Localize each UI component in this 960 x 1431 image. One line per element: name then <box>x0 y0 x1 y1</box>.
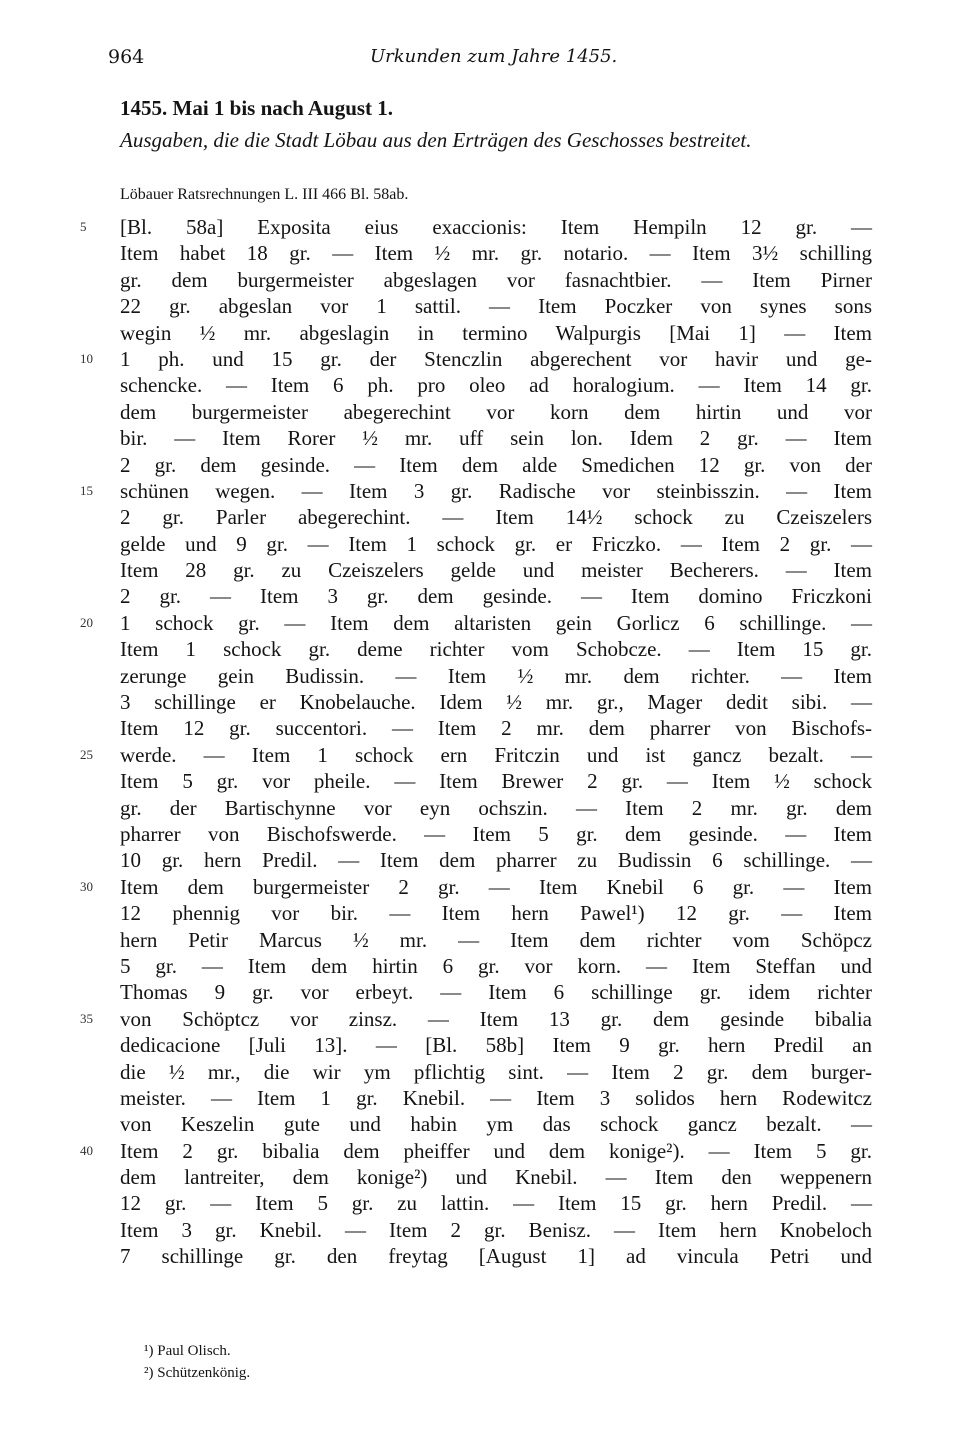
line-text: 10 gr. hern Predil. — Item dem pharrer zu Budissin 6 schillinge. — <box>120 848 872 873</box>
footnote-mark: ¹) <box>144 1343 154 1359</box>
line-text: 2 gr. — Item 3 gr. dem gesinde. — Item domino Friczkoni <box>120 584 872 609</box>
line-text: 7 schillinge gr. den freytag [August 1] ad vincula Petri und <box>120 1244 872 1269</box>
footnote-mark: ²) <box>144 1365 154 1381</box>
text-line <box>120 399 872 425</box>
line-text: 12 gr. — Item 5 gr. zu lattin. — Item 15 gr. hern Predil. — <box>120 1191 872 1216</box>
line-text: zerunge gein Budissin. — Item ½ mr. dem richter. — Item <box>120 663 872 688</box>
line-text: schünen wegen. — Item 3 gr. Radische vor steinbisszin. — Item <box>120 478 872 503</box>
text-line <box>120 504 872 530</box>
text-line <box>120 900 872 926</box>
line-text: schencke. — Item 6 ph. pro oleo ad horalogium. — Item 14 gr. <box>120 373 872 398</box>
line-text: 2 gr. Parler abegerechint. — Item 14½ schock zu Czeiszelers <box>120 505 872 530</box>
page-number: 964 <box>108 46 145 68</box>
line-text: Thomas 9 gr. vor erbeyt. — Item 6 schillinge gr. idem richter <box>120 980 872 1005</box>
text-line <box>120 1164 872 1190</box>
line-text: pharrer von Bischofswerde. — Item 5 gr. dem gesinde. — Item <box>120 821 872 846</box>
line-number: 25 <box>80 746 93 762</box>
line-text: Item 12 gr. succentori. — Item 2 mr. dem pharrer von Bischofs- <box>120 716 872 741</box>
line-text: dedicacione [Juli 13]. — [Bl. 58b] Item 9 gr. hern Predil an <box>120 1033 872 1058</box>
line-text: werde. — Item 1 schock ern Fritczin und ist gancz bezalt. — <box>120 742 872 767</box>
line-number: 30 <box>80 878 93 894</box>
line-number: 10 <box>80 350 93 366</box>
line-text: dem lantreiter, dem konige²) und Knebil. — Item den weppenern <box>120 1165 872 1190</box>
text-line <box>120 715 872 741</box>
text-line <box>120 240 872 266</box>
line-text: Item 2 gr. bibalia dem pheiffer und dem konige²). — Item 5 gr. <box>120 1138 872 1163</box>
entry-title: 1455. Mai 1 bis nach August 1. <box>120 96 394 120</box>
text-line <box>120 1032 872 1058</box>
text-line <box>120 372 872 398</box>
line-text: 1 schock gr. — Item dem altaristen gein Gorlicz 6 schillinge. — <box>120 610 872 635</box>
text-line <box>120 953 872 979</box>
text-line <box>120 557 872 583</box>
text-line <box>120 1190 872 1216</box>
text-line <box>120 979 872 1005</box>
line-number: 5 <box>80 219 87 234</box>
line-text: die ½ mr., die wir ym pflichtig sint. — Item 2 gr. dem burger- <box>120 1059 872 1084</box>
text-line <box>120 636 872 662</box>
text-line <box>120 847 872 873</box>
text-line <box>120 267 872 293</box>
text-line <box>120 821 872 847</box>
text-line <box>80 1006 872 1032</box>
source-reference: Löbauer Ratsrechnungen L. III 466 Bl. 58ab. <box>120 186 409 203</box>
text-line <box>120 1111 872 1137</box>
line-text: Item 3 gr. Knebil. — Item 2 gr. Benisz. — Item hern Knobeloch <box>120 1217 872 1242</box>
line-text: 1 ph. und 15 gr. der Stenczlin abgerechent vor havir und ge- <box>120 346 872 371</box>
text-line <box>120 583 872 609</box>
line-text: meister. — Item 1 gr. Knebil. — Item 3 solidos hern Rodewitcz <box>120 1085 872 1110</box>
line-number: 20 <box>80 614 93 630</box>
footnote <box>144 1340 250 1362</box>
line-text: 22 gr. abgeslan vor 1 sattil. — Item Poczker von synes sons <box>120 294 872 319</box>
text-line <box>80 214 872 240</box>
text-line <box>80 610 872 636</box>
line-number: 15 <box>80 482 93 498</box>
text-line <box>120 1059 872 1085</box>
line-text: Item dem burgermeister 2 gr. — Item Knebil 6 gr. — Item <box>120 874 872 899</box>
text-line <box>120 452 872 478</box>
line-text: gelde und 9 gr. — Item 1 schock gr. er Friczko. — Item 2 gr. — <box>120 531 872 556</box>
text-line <box>80 874 872 900</box>
text-line <box>120 1243 872 1269</box>
line-text: bir. — Item Rorer ½ mr. uff sein lon. Idem 2 gr. — Item <box>120 426 872 451</box>
document-body <box>80 214 872 1270</box>
line-text: 2 gr. dem gesinde. — Item dem alde Smedichen 12 gr. von der <box>120 452 872 477</box>
line-text: wegin ½ mr. abgeslagin in termino Walpurgis [Mai 1] — Item <box>120 320 872 345</box>
footnote-text: Schützenkönig. <box>157 1365 251 1381</box>
line-text: 12 phennig vor bir. — Item hern Pawel¹) 12 gr. — Item <box>120 901 872 926</box>
line-text: 5 gr. — Item dem hirtin 6 gr. vor korn. — Item Steffan und <box>120 953 872 978</box>
line-text: hern Petir Marcus ½ mr. — Item dem richter vom Schöpcz <box>120 927 872 952</box>
line-text: Item 5 gr. vor pheile. — Item Brewer 2 gr. — Item ½ schock <box>120 769 872 794</box>
line-text: gr. dem burgermeister abgeslagen vor fasnachtbier. — Item Pirner <box>120 267 872 292</box>
text-line <box>120 927 872 953</box>
line-text: Item 1 schock gr. deme richter vom Schobcze. — Item 15 gr. <box>120 637 872 662</box>
line-number: 40 <box>80 1142 93 1158</box>
line-text: Item habet 18 gr. — Item ½ mr. gr. notario. — Item 3½ schilling <box>120 241 872 266</box>
line-text: gr. der Bartischynne vor eyn ochszin. — Item 2 mr. gr. dem <box>120 795 872 820</box>
text-line <box>120 293 872 319</box>
text-line <box>80 1138 872 1164</box>
text-line <box>80 346 872 372</box>
footnote <box>144 1362 250 1384</box>
text-line <box>120 795 872 821</box>
line-text: Item 28 gr. zu Czeiszelers gelde und meister Becherers. — Item <box>120 558 872 583</box>
footnotes <box>144 1340 250 1384</box>
text-line <box>120 320 872 346</box>
line-text: von Schöptcz vor zinsz. — Item 13 gr. dem gesinde bibalia <box>120 1006 872 1031</box>
text-line <box>80 742 872 768</box>
text-line <box>120 768 872 794</box>
text-line <box>120 1217 872 1243</box>
line-number: 35 <box>80 1010 93 1026</box>
text-line <box>120 1085 872 1111</box>
text-line <box>120 689 872 715</box>
page-header <box>108 46 870 76</box>
line-text: [Bl. 58a] Exposita eius exaccionis: Item Hempiln 12 gr. — <box>120 215 872 239</box>
entry-subtitle: Ausgaben, die die Stadt Löbau aus den Erträgen des Geschosses bestreitet. <box>120 128 752 152</box>
text-line <box>120 531 872 557</box>
text-line <box>120 425 872 451</box>
text-line <box>120 663 872 689</box>
line-text: dem burgermeister abegerechint vor korn dem hirtin und vor <box>120 399 872 424</box>
line-text: 3 schillinge er Knobelauche. Idem ½ mr. gr., Mager dedit sibi. — <box>120 690 872 715</box>
line-text: von Keszelin gute und habin ym das schock gancz bezalt. — <box>120 1112 872 1137</box>
footnote-text: Paul Olisch. <box>157 1343 231 1359</box>
text-line <box>80 478 872 504</box>
running-title: Urkunden zum Jahre 1455. <box>370 46 618 67</box>
